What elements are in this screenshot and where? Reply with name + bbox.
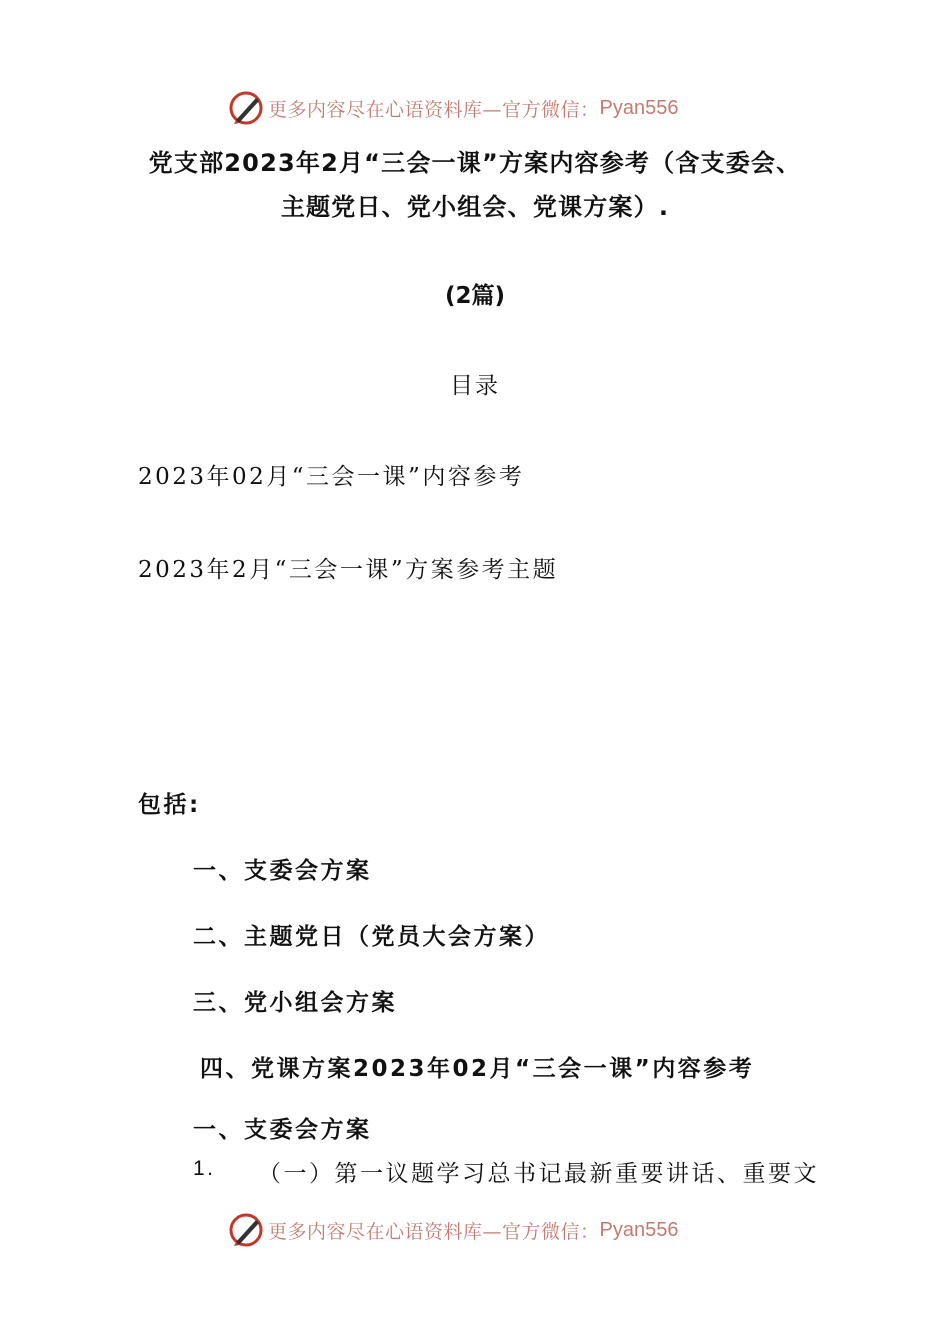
includes-item-2: 二、主题党日（党员大会方案）: [193, 924, 550, 950]
toc-item-2[interactable]: 2023年2月“三会一课”方案参考主题: [138, 557, 559, 583]
subtitle: (2篇): [444, 283, 506, 309]
watermark-text: 更多内容尽在心语资料库—官方微信：: [268, 98, 600, 121]
watermark-id: Pyan556: [599, 96, 679, 119]
includes-label: 包括:: [138, 792, 201, 818]
includes-item-3: 三、党小组会方案: [193, 990, 397, 1016]
list-item-text: （一）第一议题学习总书记最新重要讲话、重要文: [258, 1161, 819, 1187]
watermark-text: 更多内容尽在心语资料库—官方微信：: [268, 1220, 600, 1243]
pen-logo-icon: [228, 90, 264, 126]
toc-item-1[interactable]: 2023年02月“三会一课”内容参考: [138, 464, 525, 490]
section-heading: 一、支委会方案: [193, 1117, 372, 1143]
watermark-bottom: [228, 1210, 728, 1250]
includes-item-4: 四、党课方案2023年02月“三会一课”内容参考: [200, 1056, 755, 1082]
toc-heading: 目录: [450, 373, 500, 399]
pen-logo-icon: [228, 1212, 264, 1248]
title-line-1: 党支部2023年2月“三会一课”方案内容参考（含支委会、: [148, 149, 802, 177]
title-line-2: 主题党日、党小组会、党课方案）.: [280, 193, 670, 221]
includes-item-1: 一、支委会方案: [193, 858, 372, 884]
watermark-id: Pyan556: [599, 1218, 679, 1241]
watermark-top: [228, 88, 728, 128]
list-item-number: 1.: [193, 1157, 216, 1180]
